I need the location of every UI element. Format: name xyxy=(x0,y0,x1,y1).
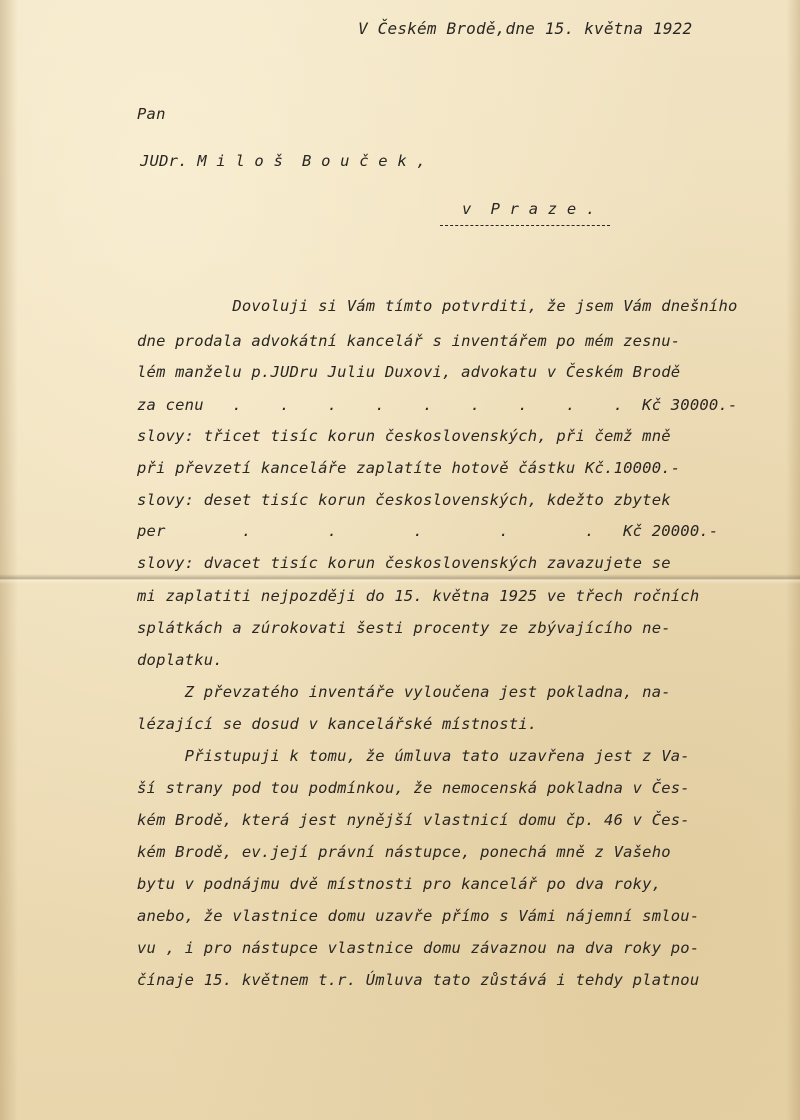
body-line: lém manželu p.JUDru Juliu Duxovi, advokatu v Českém Brodě xyxy=(137,363,681,381)
body-line: ší strany pod tou podmínkou, že nemocenská pokladna v Čes- xyxy=(137,779,690,797)
body-line: slovy: dvacet tisíc korun československých zavazujete se xyxy=(137,554,671,572)
body-line: kém Brodě, ev.její právní nástupce, ponechá mně z Vašeho xyxy=(137,843,671,861)
body-line: dne prodala advokátní kancelář s inventářem po mém zesnu- xyxy=(137,332,681,350)
body-line: slovy: třicet tisíc korun československých, při čemž mně xyxy=(137,427,671,445)
letter-dateline: V Českém Brodě,dne 15. května 1922 xyxy=(358,19,693,38)
body-line: splátkách a zúrokovati šesti procenty ze zbývajícího ne- xyxy=(137,619,671,637)
body-line: čínaje 15. květnem t.r. Úmluva tato zůstává i tehdy platnou xyxy=(137,971,700,989)
body-line: Z převzatého inventáře vyloučena jest pokladna, na- xyxy=(137,683,671,701)
body-line: kém Brodě, která jest nynější vlastnicí domu čp. 46 v Čes- xyxy=(137,811,690,829)
paper-edge-left xyxy=(0,0,18,1120)
letter-salutation: Pan xyxy=(137,105,166,123)
body-line: vu , i pro nástupce vlastnice domu závaznou na dva roky po- xyxy=(137,939,700,957)
body-line: za cenu . . . . . . . . . Kč 30000.- xyxy=(137,396,738,414)
paper-fold-crease xyxy=(0,574,800,584)
recipient-underline xyxy=(440,225,610,226)
recipient-name: JUDr. M i l o š B o u č e k , xyxy=(140,152,426,170)
body-line: mi zaplatiti nejpozději do 15. května 1925 ve třech ročních xyxy=(137,587,700,605)
body-line: při převzetí kanceláře zaplatíte hotově částku Kč.10000.- xyxy=(137,459,681,477)
body-line: slovy: deset tisíc korun československých, kdežto zbytek xyxy=(137,491,671,509)
body-line: Dovoluji si Vám tímto potvrditi, že jsem Vám dnešního xyxy=(137,297,738,315)
body-line: bytu v podnájmu dvě místnosti pro kancelář po dva roky, xyxy=(137,875,662,893)
body-line: anebo, že vlastnice domu uzavře přímo s Vámi nájemní smlou- xyxy=(137,907,700,925)
body-line: lézající se dosud v kancelářské místnosti. xyxy=(137,715,538,733)
paper-edge-right xyxy=(786,0,800,1120)
body-line: per . . . . . Kč 20000.- xyxy=(137,522,719,540)
recipient-city: v P r a z e . xyxy=(462,200,596,218)
body-line: Přistupuji k tomu, že úmluva tato uzavřena jest z Va- xyxy=(137,747,690,765)
body-line: doplatku. xyxy=(137,651,223,669)
